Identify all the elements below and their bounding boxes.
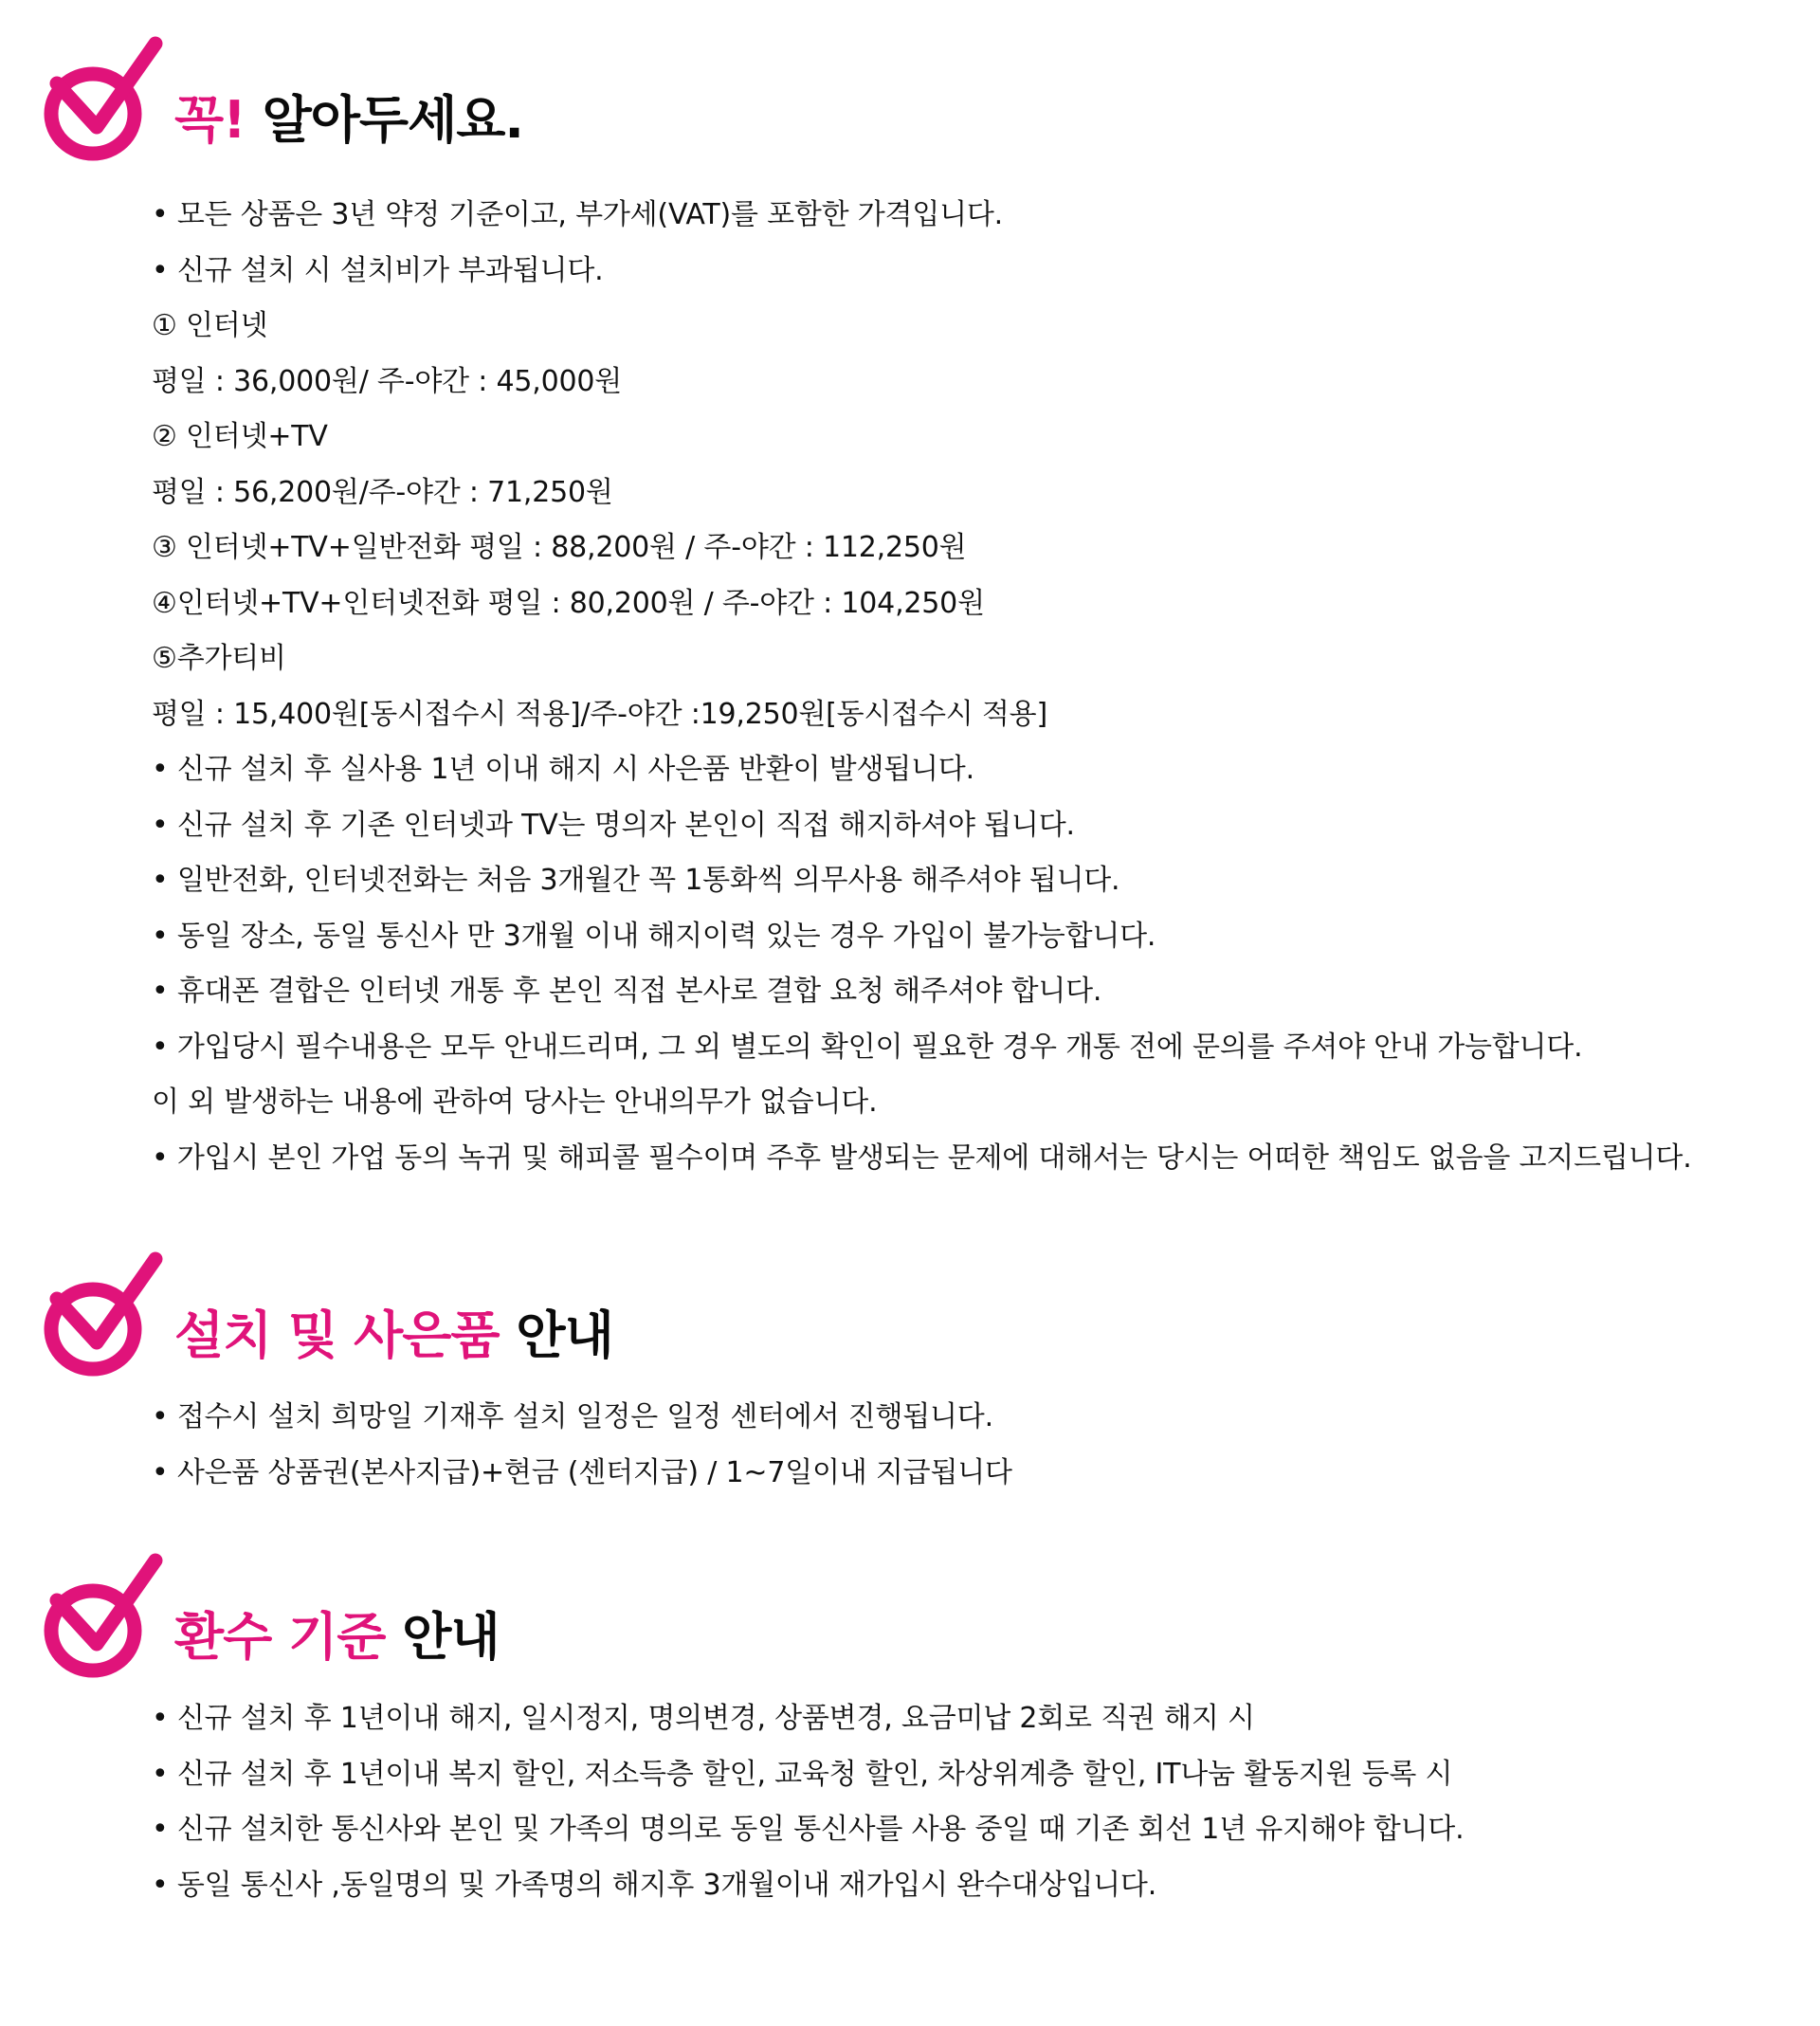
notice-line: 이 외 발생하는 내용에 관하여 당사는 안내의무가 없습니다. (152, 1086, 878, 1119)
section-title-rest: 알아두세요. (262, 90, 523, 150)
notice-line: • 신규 설치 후 실사용 1년 이내 해지 시 사은품 반환이 발생됩니다. (152, 753, 974, 786)
notice-line: 평일 : 15,400원[동시접수시 적용]/주-야간 :19,250원[동시접수시 적용] (152, 697, 1047, 731)
section-title (174, 1303, 613, 1369)
notice-list (152, 1691, 1464, 1913)
notice-line: • 접수시 설치 희망일 기재후 설치 일정은 일정 센터에서 진행됩니다. (152, 1400, 993, 1433)
notice-line: • 신규 설치 시 설치비가 부과됩니다. (152, 253, 604, 287)
notice-line: • 신규 설치 후 1년이내 해지, 일시정지, 명의변경, 상품변경, 요금미납 2회로 직권 해지 시 (152, 1702, 1255, 1735)
notice-line: • 신규 설치 후 1년이내 복지 할인, 저소득층 할인, 교육청 할인, 차상위계층 할인, IT나눔 활동지원 등록 시 (152, 1757, 1453, 1791)
section-title (174, 87, 523, 154)
notice-line: • 사은품 상품권(본사지급)+현금 (센터지급) / 1~7일이내 지급됩니다 (152, 1455, 1012, 1489)
notice-line: ⑤추가티비 (152, 642, 286, 675)
check-circle-icon (38, 1244, 171, 1377)
notice-line: ② 인터넷+TV (152, 420, 328, 453)
check-circle-icon (38, 1545, 171, 1678)
notice-line: ④인터넷+TV+인터넷전화 평일 : 80,200원 / 주-야간 : 104,250원 (152, 586, 985, 620)
section-title-rest: 안내 (516, 1305, 613, 1365)
section-title-accent: 꼭! (174, 90, 246, 150)
notice-line: • 모든 상품은 3년 약정 기준이고, 부가세(VAT)를 포함한 가격입니다. (152, 198, 1003, 231)
section-header (38, 1244, 1744, 1377)
notice-line: • 동일 통신사 ,동일명의 및 가족명의 해지후 3개월이내 재가입시 완수대상입니다. (152, 1868, 1157, 1902)
section-header (38, 1545, 1744, 1678)
notice-line: 평일 : 36,000원/ 주-야간 : 45,000원 (152, 364, 623, 398)
check-circle-icon (38, 28, 171, 161)
notice-line: • 휴대폰 결합은 인터넷 개통 후 본인 직접 본사로 결합 요청 해주셔야 합니다. (152, 975, 1102, 1008)
notice-line: ③ 인터넷+TV+일반전화 평일 : 88,200원 / 주-야간 : 112,250원 (152, 531, 967, 564)
section-title-accent: 환수 기준 (174, 1607, 386, 1667)
notice-list (152, 1390, 1012, 1501)
section-title-accent: 설치 및 사은품 (174, 1305, 500, 1365)
section-header (38, 28, 1744, 161)
notice-line: • 일반전화, 인터넷전화는 처음 3개월간 꼭 1통화씩 의무사용 해주셔야 됩니다. (152, 864, 1120, 897)
section-title (174, 1604, 500, 1670)
notice-line: • 신규 설치 후 기존 인터넷과 TV는 명의자 본인이 직접 해지하셔야 됩니다. (152, 808, 1075, 842)
section-title-rest: 안내 (402, 1607, 500, 1667)
notice-line: 평일 : 56,200원/주-야간 : 71,250원 (152, 475, 613, 509)
notice-line: • 신규 설치한 통신사와 본인 및 가족의 명의로 동일 통신사를 사용 중일 때 기존 회선 1년 유지해야 합니다. (152, 1813, 1465, 1846)
notice-line: • 가입당시 필수내용은 모두 안내드리며, 그 외 별도의 확인이 필요한 경우 개통 전에 문의를 주셔야 안내 가능합니다. (152, 1030, 1583, 1064)
notice-list (152, 188, 1692, 1186)
notice-line: ① 인터넷 (152, 309, 268, 342)
notice-line: • 동일 장소, 동일 통신사 만 3개월 이내 해지이력 있는 경우 가입이 불가능합니다. (152, 919, 1156, 953)
notice-line: • 가입시 본인 가업 동의 녹귀 및 해피콜 필수이며 주후 발생되는 문제에 대해서는 당시는 어떠한 책임도 없음을 고지드립니다. (152, 1141, 1692, 1175)
